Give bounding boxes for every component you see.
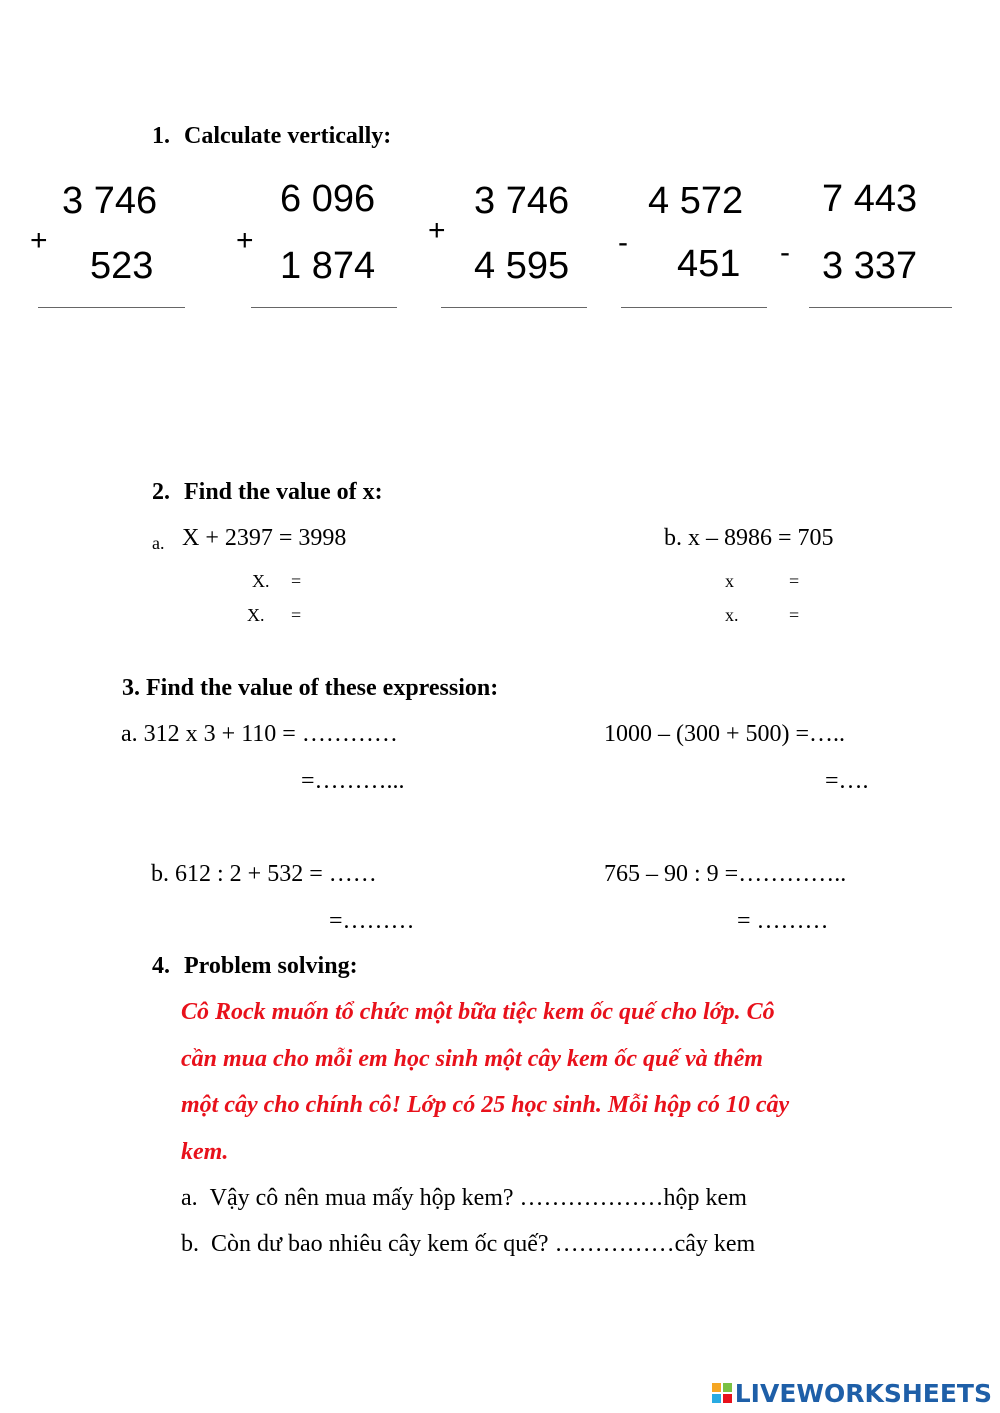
- liveworksheets-logo[interactable]: [712, 1378, 992, 1408]
- equation-a-step2-var: X.: [247, 605, 265, 625]
- expression-b2-step[interactable]: = ………: [737, 908, 829, 934]
- expression-a2[interactable]: 1000 – (300 + 500) =…..: [604, 721, 846, 747]
- problem-3-top: 3 746: [474, 180, 570, 222]
- problem-2-operator: +: [236, 224, 254, 257]
- problem-3-bottom: 4 595: [474, 245, 570, 287]
- section-2-heading: [152, 479, 383, 506]
- section-1-title: Calculate vertically:: [184, 123, 392, 149]
- problem-1-bottom: 523: [90, 245, 154, 287]
- equation-b-step1-eq[interactable]: =: [789, 571, 800, 591]
- expression-a[interactable]: a. 312 x 3 + 110 = …………: [121, 721, 398, 747]
- logo-blocks-icon: [712, 1383, 732, 1403]
- question-b-text[interactable]: Còn dư bao nhiêu cây kem ốc quế? ……………cây kem: [211, 1231, 756, 1257]
- problem-3-answer-line[interactable]: [441, 307, 587, 308]
- section-1-number: 1.: [152, 123, 170, 149]
- problem-2-top: 6 096: [280, 178, 376, 220]
- problem-5-top: 7 443: [822, 178, 918, 220]
- expression-b2[interactable]: 765 – 90 : 9 =…………..: [604, 861, 847, 887]
- question-a-text[interactable]: Vậy cô nên mua mấy hộp kem? ………………hộp kem: [209, 1185, 747, 1211]
- section-4-title: Problem solving:: [184, 953, 358, 979]
- problem-1-top: 3 746: [62, 180, 158, 222]
- part-a-label: a.: [152, 533, 165, 553]
- expression-b-step[interactable]: =………: [329, 908, 415, 934]
- logo-wordmark: LIVEWORKSHEETS: [734, 1378, 992, 1408]
- expression-a2-step[interactable]: =….: [825, 768, 869, 794]
- section-2-title: Find the value of x:: [184, 479, 383, 505]
- problem-text-line-4: kem.: [181, 1139, 229, 1165]
- equation-a-step2-eq[interactable]: =: [291, 605, 302, 625]
- question-a: [181, 1185, 747, 1212]
- logo-block-blue: [712, 1394, 721, 1403]
- equation-b-step1-var: x: [725, 571, 734, 591]
- section-4-number: 4.: [152, 953, 170, 979]
- equation-b-step2-var: x.: [725, 605, 739, 625]
- problem-4-operator: -: [618, 226, 628, 259]
- equation-a-step1-var: X.: [252, 571, 270, 591]
- logo-block-red: [723, 1394, 732, 1403]
- section-4-heading: [152, 953, 358, 980]
- question-b-label: b.: [181, 1231, 199, 1257]
- expression-b[interactable]: b. 612 : 2 + 532 = ……: [151, 861, 377, 887]
- section-2-number: 2.: [152, 479, 170, 505]
- problem-2-answer-line[interactable]: [251, 307, 397, 308]
- equation-a: X + 2397 = 3998: [182, 525, 347, 551]
- problem-text-line-1: Cô Rock muốn tổ chức một bữa tiệc kem ốc quế cho lớp. Cô: [181, 999, 775, 1025]
- problem-1-answer-line[interactable]: [38, 307, 185, 308]
- problem-5-operator: -: [780, 236, 790, 269]
- problem-text-line-2: cần mua cho mỗi em học sinh một cây kem ốc quế và thêm: [181, 1046, 763, 1072]
- problem-5-bottom: 3 337: [822, 245, 918, 287]
- problem-5-answer-line[interactable]: [809, 307, 952, 308]
- problem-1-operator: +: [30, 224, 48, 257]
- expression-a-step[interactable]: =………...: [301, 768, 405, 794]
- problem-text-line-3: một cây cho chính cô! Lớp có 25 học sinh. Mỗi hộp có 10 cây: [181, 1092, 790, 1118]
- section-1-heading: [152, 123, 391, 150]
- equation-b-step2-eq[interactable]: =: [789, 605, 800, 625]
- question-b: [181, 1231, 755, 1258]
- equation-b: b. x – 8986 = 705: [664, 525, 834, 551]
- logo-block-orange: [712, 1383, 721, 1392]
- equation-a-step1-eq[interactable]: =: [291, 571, 302, 591]
- question-a-label: a.: [181, 1185, 198, 1211]
- problem-4-bottom: 451: [677, 243, 741, 285]
- problem-4-answer-line[interactable]: [621, 307, 767, 308]
- logo-block-green: [723, 1383, 732, 1392]
- problem-3-operator: +: [428, 214, 446, 247]
- problem-2-bottom: 1 874: [280, 245, 376, 287]
- section-3-heading: 3. Find the value of these expression:: [122, 675, 499, 701]
- problem-4-top: 4 572: [648, 180, 744, 222]
